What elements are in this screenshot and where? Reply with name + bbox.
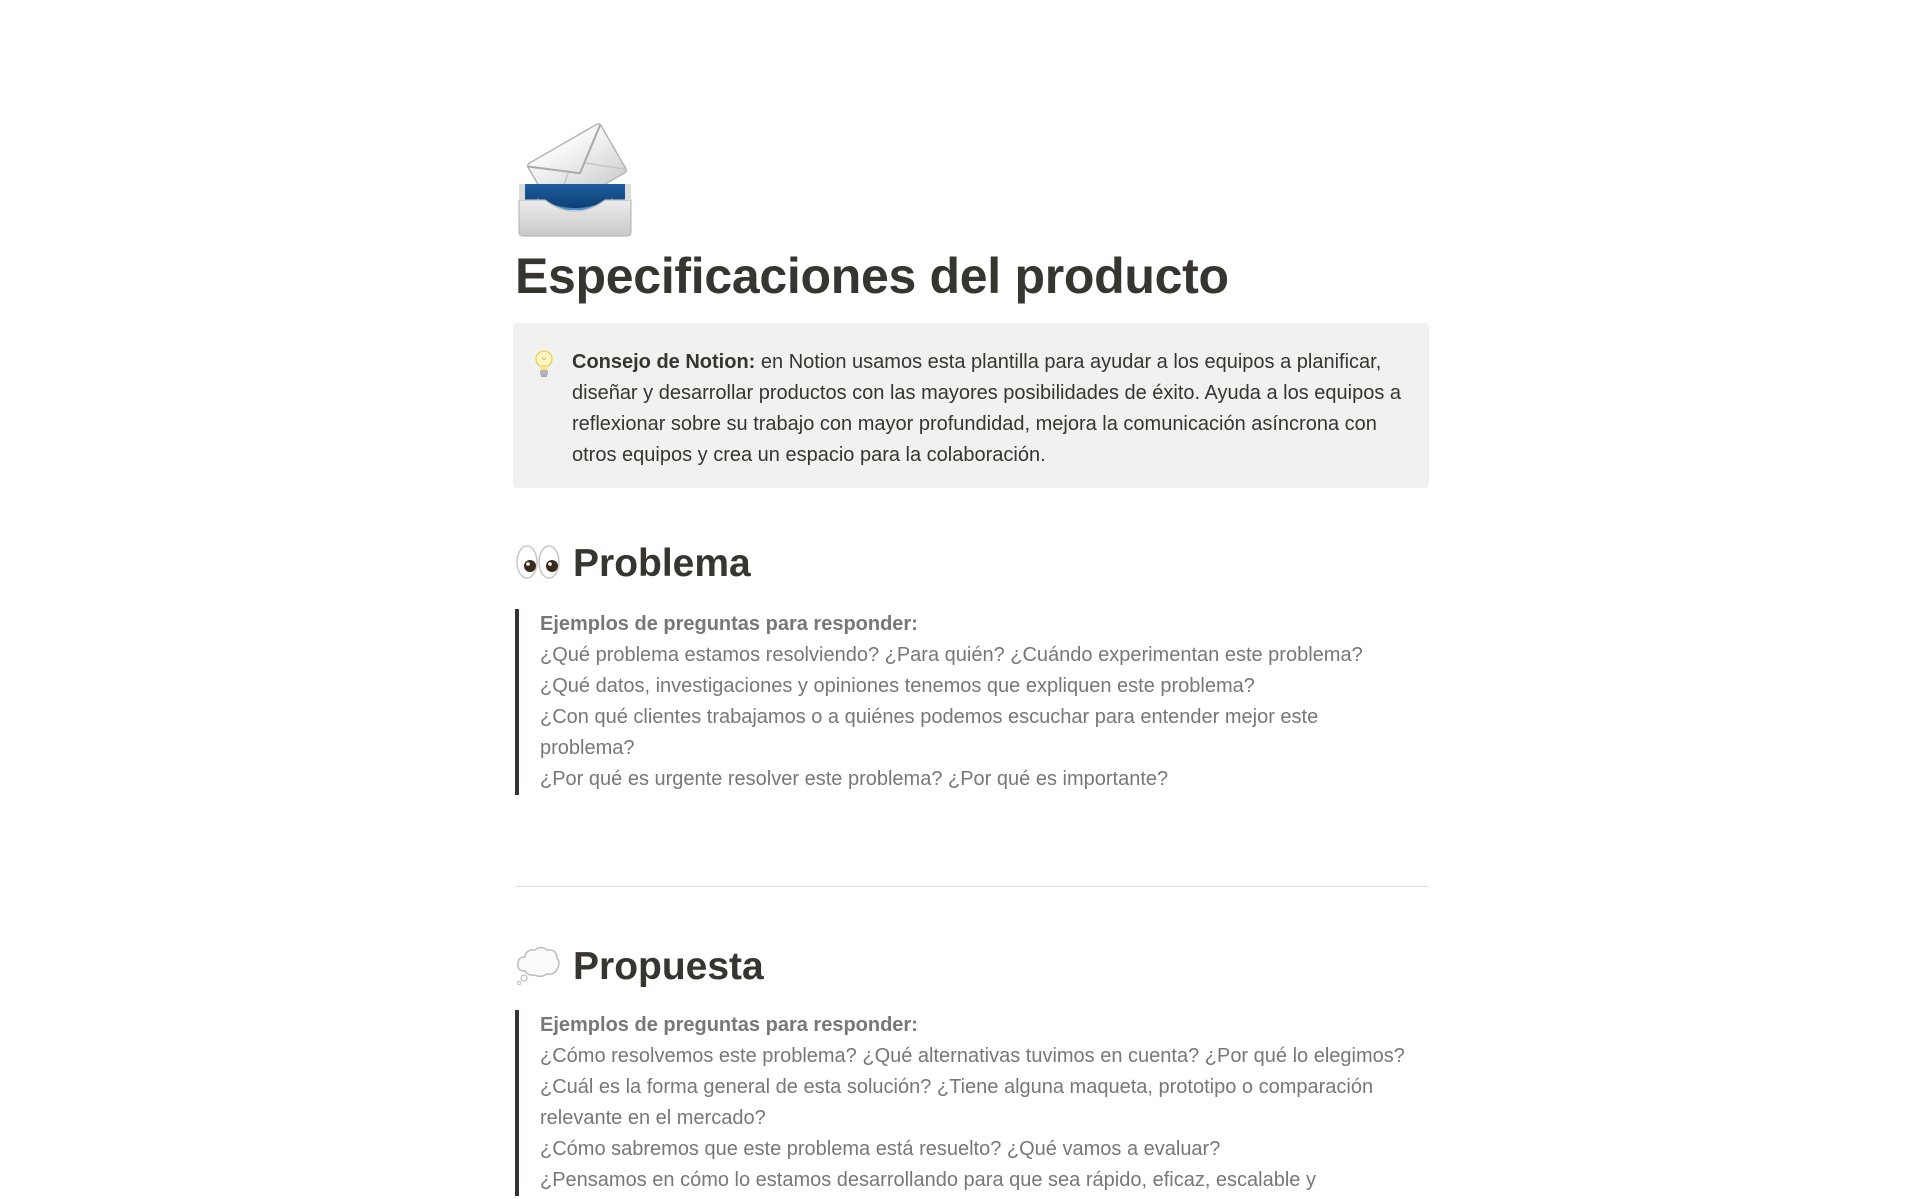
quote-title: Ejemplos de preguntas para responder:: [540, 613, 918, 635]
page-title[interactable]: Especificaciones del producto: [515, 248, 1229, 304]
lightbulb-icon: [533, 349, 555, 379]
tip-callout[interactable]: [513, 323, 1429, 488]
quote-line: ¿Por qué es urgente resolver este problema? ¿Por qué es importante?: [540, 768, 1169, 790]
heading-propuesta-label: Propuesta: [573, 945, 764, 988]
quote-problema[interactable]: [515, 609, 1415, 795]
callout-text: [572, 347, 1412, 471]
inbox-tray-envelope-icon[interactable]: [515, 118, 635, 238]
callout-body: en Notion usamos esta plantilla para ayudar a los equipos a planificar, diseñar y desarrollar productos con las mayores posibilidades de éxito. Ayuda a los equipos a reflexionar sobre su trabajo con mayor profundidad, mejora la comunicación asíncrona con otros equipos y crea un espacio para la colaboración.: [572, 351, 1402, 466]
quote-line: ¿Qué datos, investigaciones y opiniones tenemos que expliquen este problema?: [540, 675, 1255, 697]
quote-title: Ejemplos de preguntas para responder:: [540, 1014, 918, 1036]
quote-line: ¿Pensamos en cómo lo estamos desarrollando para que sea rápido, eficaz, escalable y: [540, 1169, 1316, 1191]
thought-balloon-icon: [515, 945, 561, 985]
heading-propuesta[interactable]: [515, 942, 764, 992]
quote-line: ¿Qué problema estamos resolviendo? ¿Para quién? ¿Cuándo experimentan este problema?: [540, 644, 1363, 666]
divider: [515, 886, 1429, 887]
callout-bold-label: Consejo de Notion:: [572, 351, 756, 373]
quote-propuesta[interactable]: [515, 1010, 1415, 1196]
quote-line: ¿Cómo sabremos que este problema está resuelto? ¿Qué vamos a evaluar?: [540, 1138, 1221, 1160]
heading-problema-label: Problema: [573, 542, 751, 585]
quote-line: ¿Cuál es la forma general de esta solución? ¿Tiene alguna maqueta, prototipo o comparación relevante en el mercado?: [540, 1076, 1374, 1129]
heading-problema[interactable]: [515, 539, 751, 589]
eyes-icon: [515, 542, 561, 582]
quote-line: ¿Cómo resolvemos este problema? ¿Qué alternativas tuvimos en cuenta? ¿Por qué lo elegimos?: [540, 1045, 1405, 1067]
quote-line: ¿Con qué clientes trabajamos o a quiénes podemos escuchar para entender mejor este problema?: [540, 706, 1319, 759]
